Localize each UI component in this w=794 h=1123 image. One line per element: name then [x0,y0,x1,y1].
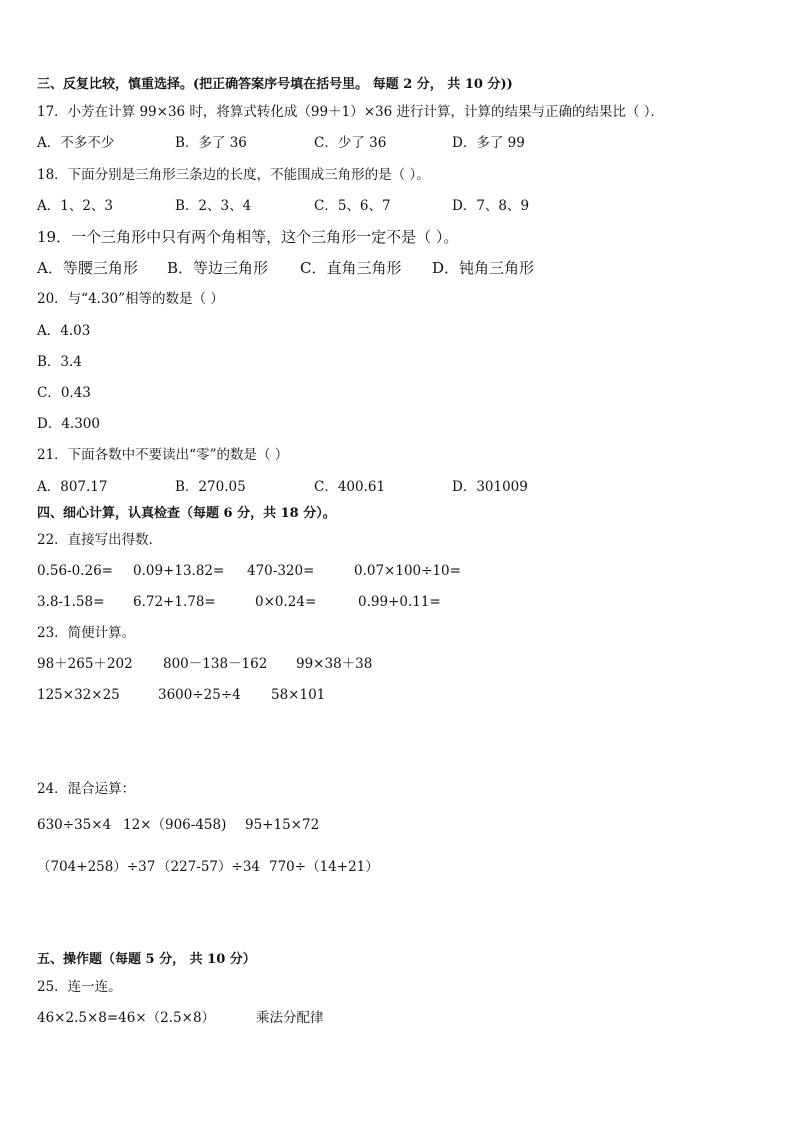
option-d[interactable]: D．钝角三角形 [432,259,535,277]
option-b[interactable]: B．3.4 [37,354,82,370]
option-a[interactable]: A．等腰三角形 [37,259,138,277]
calc-item: 98＋265＋202 [37,656,133,672]
option-b[interactable]: B．270.05 [175,479,246,495]
option-c[interactable]: C．0.43 [37,385,91,401]
question-19-stem: 19．一个三角形中只有两个角相等，这个三角形一定不是（ ）。 [37,228,459,246]
option-c[interactable]: C．400.61 [314,479,386,495]
option-b[interactable]: B．等边三角形 [167,259,269,277]
calc-item: 0×0.24= [255,594,317,610]
section-5-heading: 五、操作题（每题 5 分， 共 10 分） [37,952,256,967]
option-c[interactable]: C．5、6、7 [314,198,391,214]
option-b[interactable]: B．2、3、4 [175,198,252,214]
calc-item: 95+15×72 [245,817,320,833]
calc-item: 3.8-1.58= [37,594,105,610]
question-17-stem: 17．小芳在计算 99×36 时，将算式转化成（99＋1）×36 进行计算，计算的结果与正确的结果比（ ）． [37,104,665,120]
match-right-item[interactable]: 乘法分配律 [256,1010,324,1026]
calc-item: 99×38＋38 [296,656,373,672]
question-18-stem: 18．下面分别是三角形三条边的长度，不能围成三角形的是（ ）。 [37,167,430,183]
calc-item: 770÷（14+21） [269,859,379,875]
option-d[interactable]: D．多了 99 [452,135,525,151]
option-b[interactable]: B．多了 36 [175,135,247,151]
option-c[interactable]: C．少了 36 [314,135,387,151]
match-left-item[interactable]: 46×2.5×8=46×（2.5×8） [37,1010,216,1026]
option-a[interactable]: A．不多不少 [37,135,115,151]
calc-item: 12×（906-458) [123,817,227,833]
option-d[interactable]: D．301009 [452,479,528,495]
calc-item: 3600÷25÷4 [158,687,241,703]
calc-item: 58×101 [271,687,326,703]
calc-item: 125×32×25 [37,687,120,703]
calc-item: 0.56-0.26= [37,563,113,579]
calc-item: （704+258）÷37 [37,859,156,875]
question-23-stem: 23．简便计算。 [37,625,136,641]
option-d[interactable]: D．7、8、9 [452,198,530,214]
option-a[interactable]: A．807.17 [37,479,108,495]
calc-item: 470-320= [247,563,315,579]
calc-item: （227-57）÷34 [157,859,260,875]
calc-item: 800－138－162 [163,656,268,672]
option-c[interactable]: C．直角三角形 [300,259,402,277]
question-21-stem: 21．下面各数中不要读出“零”的数是（ ） [37,447,289,463]
calc-item: 6.72+1.78= [133,594,216,610]
question-22-stem: 22．直接写出得数． [37,532,163,548]
question-24-stem: 24．混合运算： [37,781,136,797]
calc-item: 0.99+0.11= [358,594,441,610]
option-a[interactable]: A．4.03 [37,323,91,339]
calc-item: 630÷35×4 [37,817,112,833]
option-a[interactable]: A．1、2、3 [37,198,114,214]
option-d[interactable]: D．4.300 [37,416,100,432]
section-4-heading: 四、细心计算，认真检查（每题 6 分，共 18 分）。 [37,506,336,521]
calc-item: 0.07×100÷10= [354,563,461,579]
question-20-stem: 20．与“4.30”相等的数是（ ） [37,291,224,307]
section-3-heading: 三、反复比较，慎重选择。(把正确答案序号填在括号里。 每题 2 分， 共 10 分)) [37,77,513,92]
question-25-stem: 25．连一连。 [37,979,122,995]
calc-item: 0.09+13.82= [133,563,225,579]
